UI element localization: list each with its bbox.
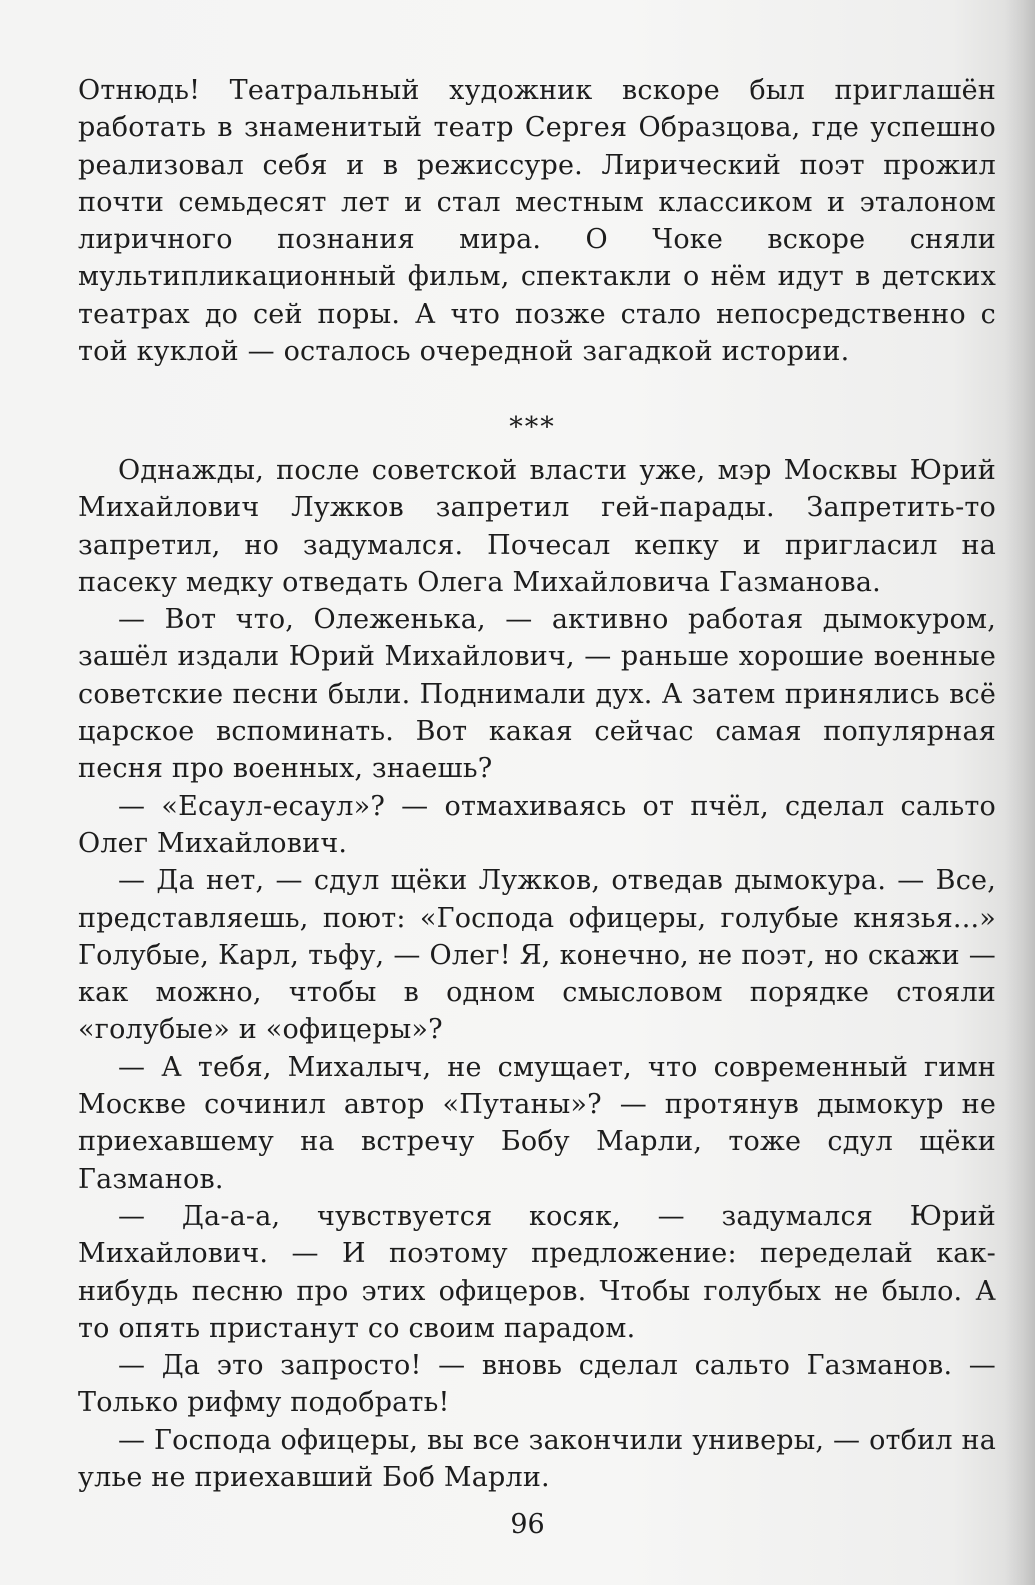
paragraph: — Да нет, — сдул щёки Лужков, отведав дымокура. — Все, представляешь, поют: «Господа офицеры, голубые князья...» Голубые, Карл, тьфу, — Олег! Я, конечно, не поэт, но скажи — как можно, чтобы в одном смысловом порядке стояли «голубые» и «офицеры»? [78, 865, 996, 1046]
paragraph: — Вот что, Олеженька, — активно работая дымокуром, зашёл издали Юрий Михайлович, — раньше хорошие военные советские песни были. Поднимали дух. А затем принялись всё царское вспоминать. Вот какая сейчас самая популярная песня про военных, знаешь? [78, 604, 996, 785]
section-separator: *** [509, 412, 556, 443]
page-number: 96 [510, 1509, 545, 1540]
text-block-main [78, 452, 996, 1496]
page-binding-shadow [1005, 0, 1035, 1585]
paragraph: — «Есаул-есаул»? — отмахиваясь от пчёл, сделал сальто Олег Михайлович. [78, 790, 996, 859]
paragraph: — А тебя, Михалыч, не смущает, что современный гимн Москве сочинил автор «Путаны»? — протянув дымокур не приехавшему на встречу Бобу Марли, тоже сдул щёки Газманов. [78, 1051, 996, 1195]
paragraph: — Да-а-а, чувствуется косяк, — задумался Юрий Михайлович. — И поэтому предложение: переделай как-нибудь песню про этих офицеров. Чтобы голубых не было. А то опять пристанут со своим парадом. [78, 1200, 996, 1344]
paragraph: — Да это запросто! — вновь сделал сальто Газманов. — Только рифму подобрать! [78, 1350, 996, 1419]
paragraph: Однажды, после советской власти уже, мэр Москвы Юрий Михайлович Лужков запретил гей-парады. Запретить-то запретил, но задумался. Почесал кепку и пригласил на пасеку медку отведать Олега Михайловича Газманова. [78, 455, 996, 598]
text-block-top [78, 72, 996, 370]
paragraph-opening: Отнюдь! Театральный художник вскоре был приглашён работать в знаменитый театр Сергея Образцова, где успешно реализовал себя и в режиссуре. Лирический поэт прожил почти семьдесят лет и стал местным классиком и эталоном лиричного познания мира. О Чоке вскоре сняли мультипликационный фильм, спектакли о нём идут в детских театрах до сей поры. А что позже стало непосредственно с той куклой — осталось очередной загадкой истории. [78, 75, 996, 368]
paragraph: — Господа офицеры, вы все закончили универы, — отбил на улье не приехавший Боб Марли. [78, 1424, 996, 1494]
